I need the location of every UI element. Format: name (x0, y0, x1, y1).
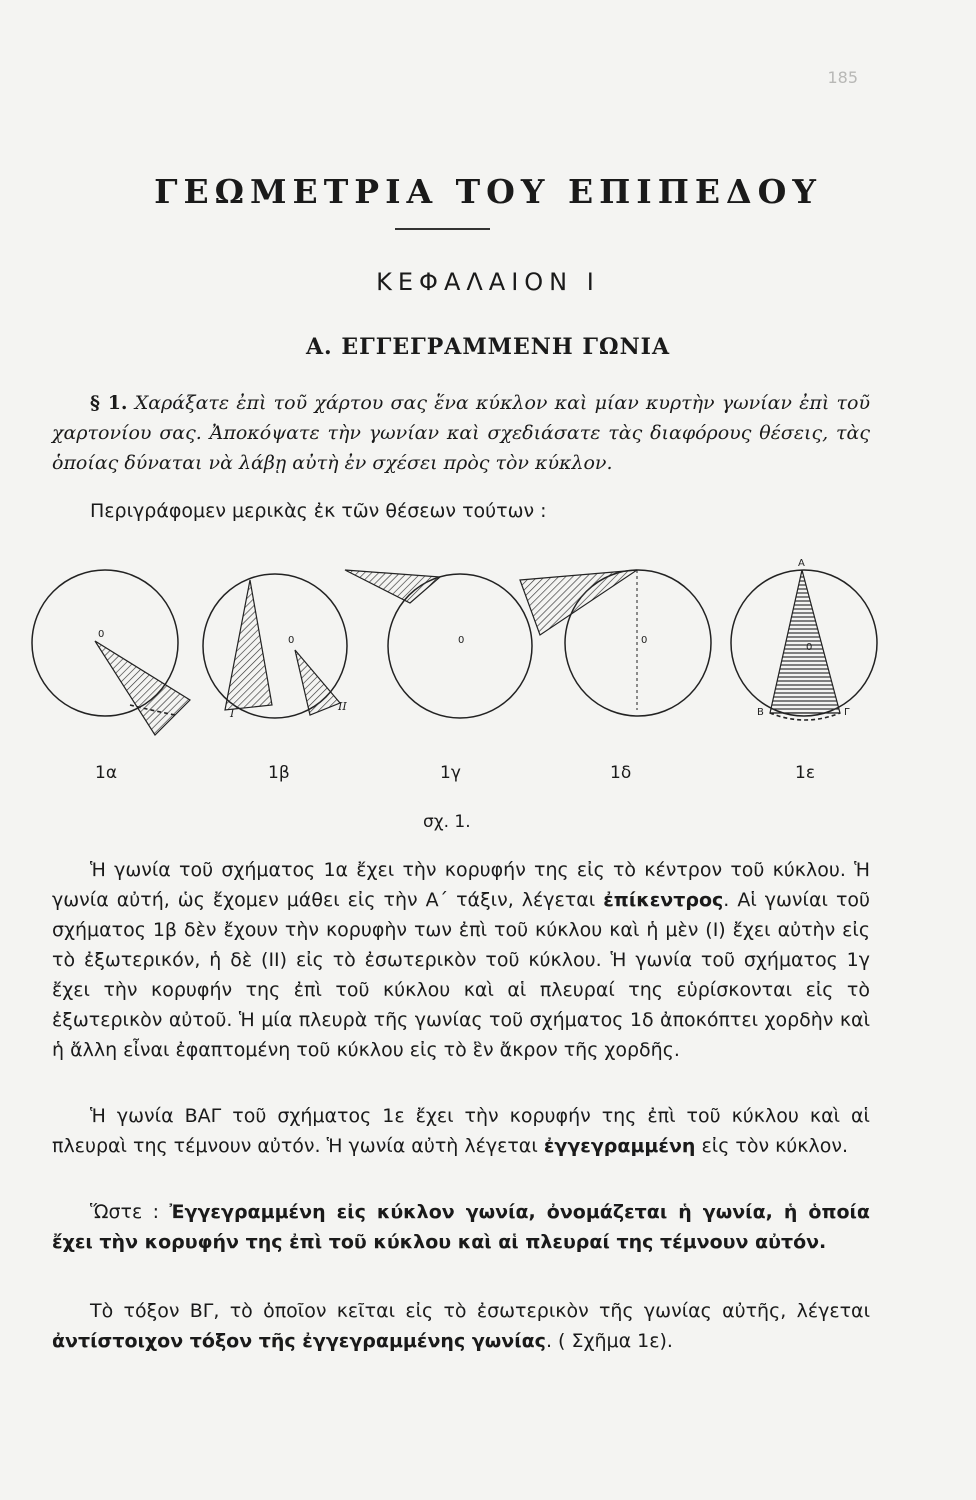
figure-1a (32, 570, 190, 735)
figure-label-1a: 1α (95, 763, 118, 783)
point-b-label: B (757, 707, 764, 718)
figure-1 (0, 555, 976, 765)
paragraph-4 (52, 1101, 870, 1161)
page-number: 185 (827, 68, 858, 87)
figure-1c (345, 570, 532, 718)
paragraph-3-text-a: Ἡ γωνία τοῦ σχήματος 1α ἔχει τὴν κορυφήν της εἰς τὸ κέντρον τοῦ κύκλου. Ἡ γωνία αὐτή, ὡς ἔχομεν μάθει εἰς τὴν Α΄ τάξιν, λέγεται (52, 859, 870, 911)
point-g-label: Γ (844, 707, 850, 718)
point-a-label: A (798, 558, 805, 569)
paragraph-4-text-b: τοῦ σχήματος 1ε ἔχει τὴν κορυφήν της ἐπὶ τοῦ κύκλου καὶ αἱ πλευραὶ της τέμνουν αὐτόν. Ἡ γωνία αὐτὴ λέγεται (52, 1105, 870, 1157)
figure-label-1c: 1γ (440, 763, 461, 783)
paragraph-6-text-b: , τὸ ὁποῖον κεῖται εἰς τὸ ἐσωτερικὸν τῆς γωνίας αὐτῆς, λέγεται (213, 1300, 871, 1322)
paragraph-2: Περιγράφομεν μερικὰς ἐκ τῶν θέσεων τούτων : (90, 500, 547, 522)
paragraph-6-text-c: . ( Σχῆμα 1ε). (545, 1330, 673, 1352)
term-corresponding-arc: ἀντίστοιχον τόξον τῆς ἐγγεγραμμένης γωνίας (52, 1330, 546, 1352)
term-eggegrammeni: ἐγγεγραμμένη (543, 1135, 696, 1157)
paragraph-4-text-a: Ἡ γωνία (90, 1105, 174, 1127)
point-o-label: 0 (98, 629, 105, 640)
point-o-label: 0 (288, 635, 295, 646)
term-epikentros: ἐπίκεντρος (603, 889, 724, 911)
figure-label-1b: 1β (268, 763, 290, 783)
paragraph-4-text-c: εἰς τὸν κύκλον. (701, 1135, 849, 1157)
point-o-label: 0 (458, 635, 465, 646)
point-o-label: 0 (806, 642, 813, 653)
figure-caption: σχ. 1. (423, 812, 471, 832)
section-heading: Α. ΕΓΓΕΓΡΑΜΜΕΝΗ ΓΩΝΙΑ (305, 334, 671, 360)
paragraph-number: § 1. (90, 392, 128, 414)
paragraph-1 (52, 388, 870, 478)
chapter-heading: ΚΕΦΑΛΑΙΟΝ I (376, 268, 600, 296)
figure-1e (731, 558, 877, 720)
point-i-label: I (230, 707, 235, 720)
angle-bag: ΒΑΓ (184, 1105, 222, 1127)
paragraph-5 (52, 1197, 870, 1257)
paragraph-3 (52, 855, 870, 1065)
paragraph-1-text: Χαράξατε ἐπὶ τοῦ χάρτου σας ἕνα κύκλον καὶ μίαν κυρτὴν γωνίαν ἐπὶ τοῦ χαρτονίου σας. Ἀποκόψατε τὴν γωνίαν καὶ σχεδιάσατε τὰς διαφόρους θέσεις, τὰς ὁποίας δύναται νὰ λάβῃ αὐτὴ ἐν σχέσει πρὸς τὸν κύκλον. (52, 392, 871, 474)
figure-1d (520, 570, 711, 716)
point-o-label: 0 (641, 635, 648, 646)
figure-1b (203, 574, 347, 720)
paragraph-5-lead: Ὥστε : (90, 1201, 160, 1223)
figure-label-1e: 1ε (795, 763, 816, 783)
paragraph-6-text-a: Τὸ τόξον (90, 1300, 180, 1322)
paragraph-6 (52, 1296, 870, 1356)
definition-inscribed-angle: Ἐγγεγραμμένη εἰς κύκλον γωνία, ὀνομάζεται ἡ γωνία, ἡ ὁποία ἔχει τὴν κορυφήν της ἐπὶ τοῦ κύκλου καὶ αἱ πλευραί της τέμνουν αὐτόν. (52, 1201, 870, 1253)
point-ii-label: II (338, 700, 347, 713)
figure-label-1d: 1δ (610, 763, 632, 783)
arc-bg: ΒΓ (189, 1300, 214, 1322)
book-title: ΓΕΩΜΕΤΡΙΑ ΤΟΥ ΕΠΙΠΕΔΟΥ (154, 172, 822, 211)
title-rule (395, 228, 490, 230)
paragraph-3-text-b: . Αἱ γωνίαι τοῦ σχήματος 1β δὲν ἔχουν τὴν κορυφὴν των ἐπὶ τοῦ κύκλου καὶ ἡ μὲν (I) ἔχει αὐτὴν εἰς τὸ ἐξωτερικόν, ἡ δὲ (II) εἰς τὸ ἐσωτερικὸν τοῦ κύκλου. Ἡ γωνία τοῦ σχήματος 1γ ἔχει τὴν κορυφήν της ἐπὶ τοῦ κύκλου καὶ αἱ πλευραί της εὑρίσκονται εἰς τὸ ἐξωτερικὸν αὐτοῦ. Ἡ μία πλευρὰ τῆς γωνίας τοῦ σχήματος 1δ ἀποκόπτει χορδὴν καὶ ἡ ἄλλη εἶναι ἐφαπτομένη τοῦ κύκλου εἰς τὸ ἓν ἄκρον τῆς χορδῆς. (52, 889, 870, 1061)
